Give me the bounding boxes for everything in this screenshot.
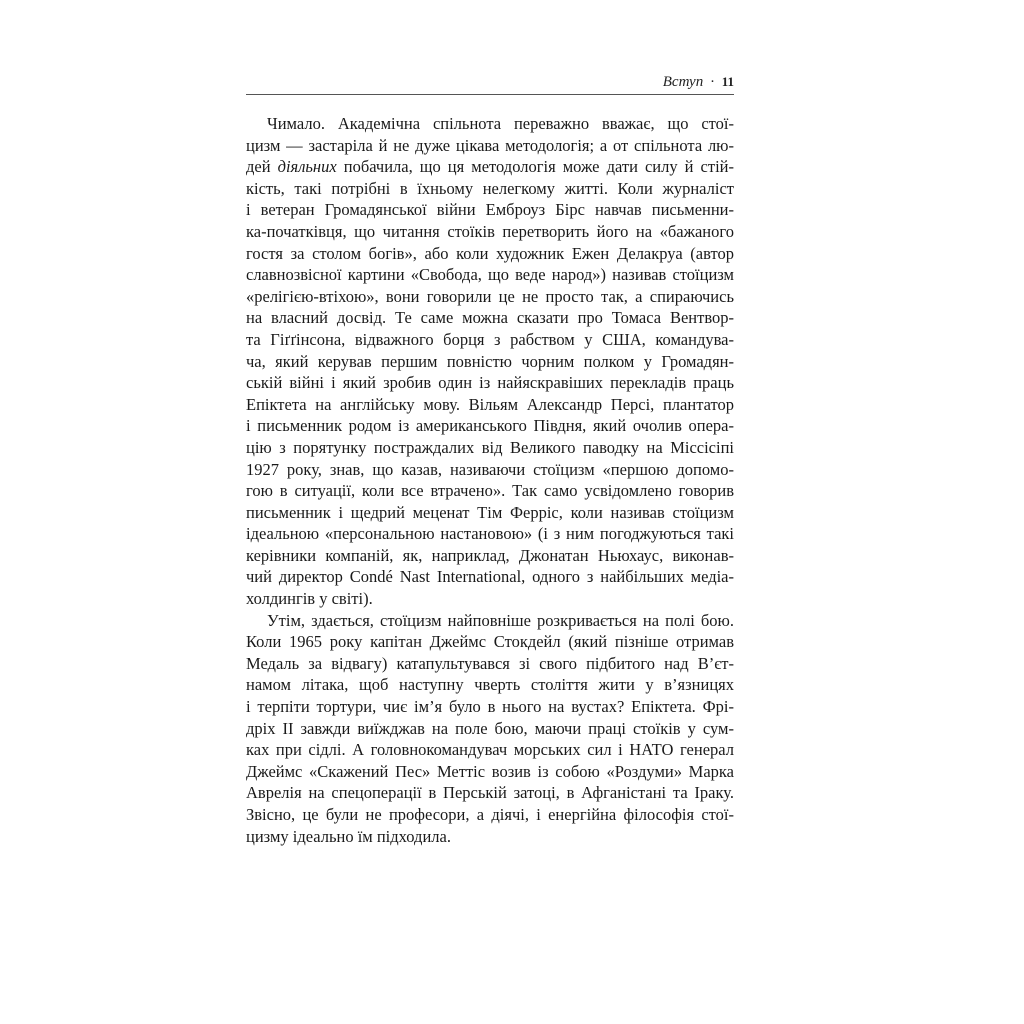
text-line: ках при сідлі. А головнокомандувач морських сил і НАТО генерал <box>246 740 734 760</box>
text-run: побачила, що ця методологія може дати силу й стій- <box>336 157 734 177</box>
text-line: намом літака, щоб наступну чверть століття жити у в’язницях <box>246 675 734 695</box>
text-line: ській війні і який зробив один із найяскравіших перекладів праць <box>246 373 734 393</box>
text-line: Звісно, це були не професори, а діячі, і енергійна філософія стої- <box>246 805 734 824</box>
header-rule <box>246 94 734 95</box>
text-line: Медаль за відвагу) катапультувався зі свого підбитого над В’єт- <box>246 653 734 673</box>
text-line: Чимало. Академічна спільнота переважно вважає, що стоï- <box>267 114 734 133</box>
text-line: Утім, здається, стоїцизм найповніше розкривається на полі бою. <box>267 610 734 630</box>
text-line: Джеймс «Скажений Пес» Меттіс возив із собою «Роздуми» Марка <box>246 761 734 781</box>
text-line: гою в ситуації, коли все втрачено». Так само усвідомлено говорив <box>246 481 734 501</box>
text-line: кість, такі потрібні в їхньому нелегкому житті. Коли журналіст <box>246 178 734 198</box>
text-line: Епіктета на англійську мову. Вільям Александр Персі, плантатор <box>246 394 734 414</box>
text-line: керівники компаній, як, наприклад, Джонатан Ньюхаус, виконав- <box>246 545 734 565</box>
text-line: і ветеран Громадянської війни Емброуз Бірс навчав письменни- <box>246 200 734 220</box>
text-line: чий директор Condé Nast International, одного з найбільших медіа- <box>246 567 734 587</box>
text-line: дріх II завжди виїжджав на поле бою, маючи праці стоїків у сум- <box>246 718 734 738</box>
text-line: Коли 1965 року капітан Джеймс Стокдейл (який пізніше отримав <box>246 632 734 652</box>
text-line: гостя за столом богів», або коли художник Ежен Делакруа (автор <box>246 243 734 263</box>
text-line: цизму ідеально їм підходила. <box>246 826 451 846</box>
text-run: дей <box>246 157 278 177</box>
text-line: ка-початківця, що читання стоїків перетворить його на «бажаного <box>246 221 734 241</box>
body-text <box>246 113 734 847</box>
page-number: 11 <box>721 74 734 89</box>
text-line: 1927 року, знав, що казав, називаючи стоїцизм «першою допомо- <box>246 459 734 479</box>
text-line: і терпіти тортури, чиє ім’я було в нього на вустах? Епіктета. Фрі- <box>246 697 734 717</box>
text-line: на власний досвід. Те саме можна сказати про Томаса Вентвор- <box>246 308 734 328</box>
text-line: письменник і щедрий меценат Тім Ферріс, коли називав стоїцизм <box>246 502 734 522</box>
text-line: ідеальною «персональною настановою» (і з ним погоджуються такі <box>246 524 734 544</box>
text-line: «релігією-втіхою», вони говорили це не просто так, а спираючись <box>246 286 734 306</box>
text-line: ча, який керував першим повністю чорним полком у Громадян- <box>246 351 734 371</box>
running-head-section-title: Вступ <box>662 74 704 90</box>
text-line: та Гіґґінсона, відважного борця з рабством у США, командува- <box>246 329 734 349</box>
emphasized-word: діяльних <box>277 157 337 177</box>
text-line: холдингів у світі). <box>246 589 373 609</box>
text-line <box>246 156 734 178</box>
text-line: цизм — застаріла й не дуже цікава методологія; а от спільнота лю- <box>246 135 734 155</box>
running-head-separator: · <box>709 74 715 90</box>
text-line: і письменник родом із американського Півдня, який очолив опера- <box>246 416 734 436</box>
text-line: славнозвісної картини «Свобода, що веде народ») називав стоїцизм <box>246 265 734 285</box>
running-head <box>246 70 734 94</box>
text-line: Аврелія на спецоперації в Перській затоці, в Афганістані та Іраку. <box>246 783 734 803</box>
text-line: цію з порятунку постраждалих від Великого паводку на Міссісіпі <box>246 437 734 457</box>
